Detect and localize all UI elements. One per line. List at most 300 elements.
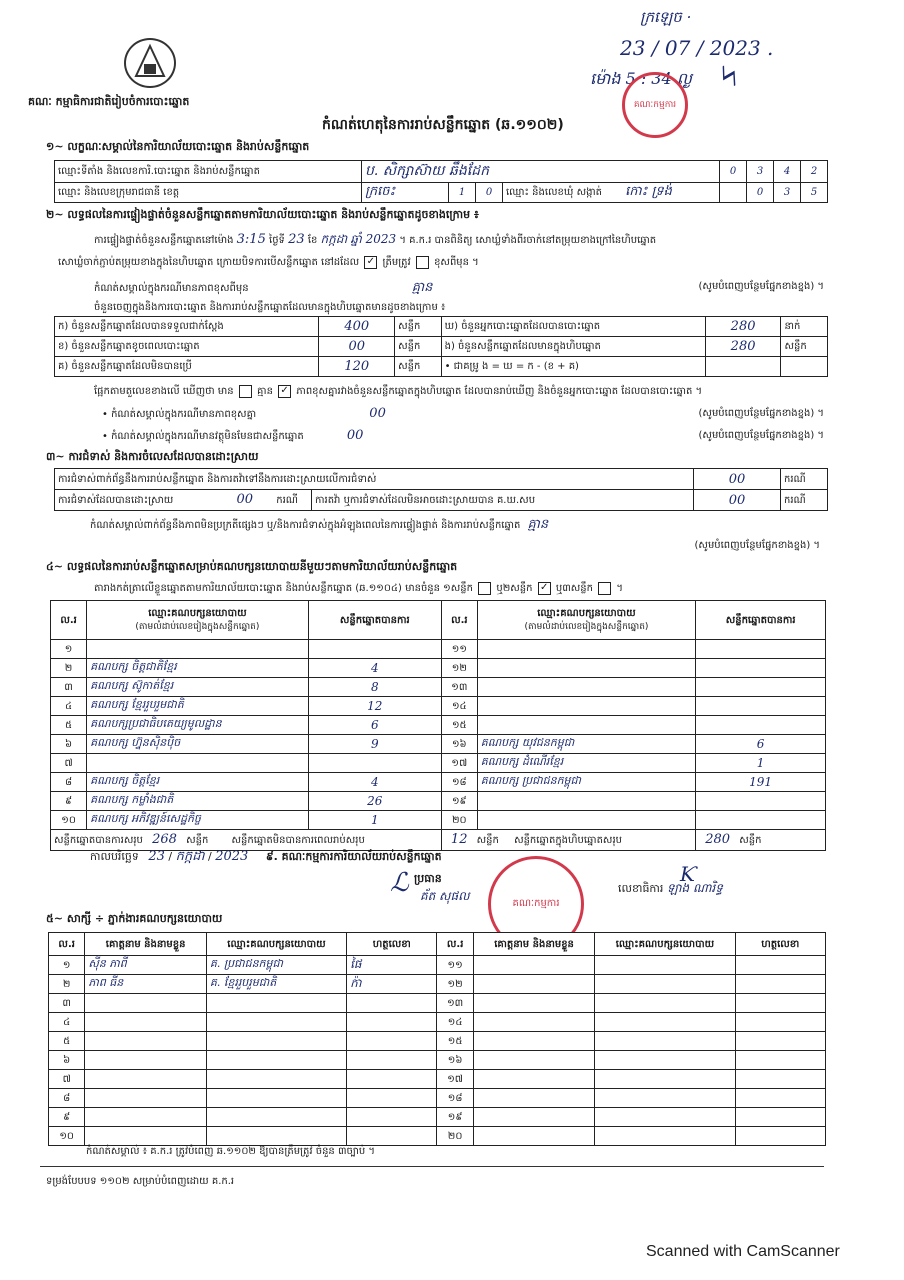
s4-row-votes: 4 xyxy=(308,659,441,678)
s4-col-votes: សន្លឹកឆ្នោតបានការ xyxy=(308,601,441,640)
s5-row-sign: ក៉ា xyxy=(347,975,437,994)
s5-row-party xyxy=(206,1127,346,1146)
s5-row-party-right xyxy=(595,1070,735,1089)
s4-row-votes xyxy=(308,640,441,659)
s5-witness-row xyxy=(49,1051,826,1070)
s5-row-party xyxy=(206,1070,346,1089)
s4-row-party: គណបក្ស ហ្វ៊ុនស៊ិនប៉ិច xyxy=(87,735,309,754)
s2-check-line xyxy=(94,384,702,399)
s5-col-party-right: ឈ្មោះគណបក្សនយោបាយ xyxy=(595,933,735,956)
s2-line3-value: គ្មាន xyxy=(411,280,433,295)
s4-row-party-right: គណបក្ស យុវជនកម្ពុជា xyxy=(477,735,696,754)
s4-row-party-right xyxy=(477,697,696,716)
s4-row-party-right xyxy=(477,792,696,811)
s5-witness-row xyxy=(49,994,826,1013)
s5-row-no-right: ១៥ xyxy=(437,1032,473,1051)
s2-right-unit xyxy=(781,357,828,377)
s5-row-sign-right xyxy=(735,1089,825,1108)
s4-row-no-right: ១៤ xyxy=(441,697,477,716)
s2-same-label: ត្រឹមត្រូវ xyxy=(382,257,411,268)
s2-note2-tail: (សូមបំពេញបន្ថែមផ្នែកខាងខ្នង) ។ xyxy=(698,430,824,441)
s4-row-votes-right: 1 xyxy=(696,754,826,773)
s1-row1-digit: 0 xyxy=(720,161,747,183)
s5-row-sign xyxy=(347,1032,437,1051)
s1-row2-digit: 1 xyxy=(449,183,476,203)
s5-row-sign: ផៃ xyxy=(347,956,437,975)
s5-row-no-right: ១៣ xyxy=(437,994,473,1013)
s4-row-party: គណបក្ស ចិត្តខ្មែរ xyxy=(87,773,309,792)
s5-row-no: ៨ xyxy=(49,1089,85,1108)
s4-row-party-right xyxy=(477,811,696,830)
s2-counts-table xyxy=(54,316,828,377)
s4-row-votes-right: 6 xyxy=(696,735,826,754)
s3-note xyxy=(90,516,548,535)
s2-note1 xyxy=(102,406,824,422)
s4-row-votes xyxy=(308,754,441,773)
s5-row-no: ៥ xyxy=(49,1032,85,1051)
s5-row-sign xyxy=(347,994,437,1013)
s4-seal-text: គណៈកម្មការ xyxy=(512,898,560,909)
s4-chair-signature: ℒ xyxy=(390,868,409,898)
s5-row-party-right xyxy=(595,975,735,994)
s1-row2-digit: 0 xyxy=(476,183,503,203)
s4-row-party-right: គណបក្ស ប្រជាជនកម្ពុជា xyxy=(477,773,696,792)
s5-row-sign xyxy=(347,1089,437,1108)
s5-row-party-right xyxy=(595,1032,735,1051)
s5-row-name-right xyxy=(473,1032,595,1051)
s4-row-votes: 26 xyxy=(308,792,441,811)
s4-intro: តារាងកត់ត្រាលើខ្លួនឆ្នោតតាមការិយាល័យបោះឆ្នោត និងរាប់សន្លឹកឆ្នោត (ឆ.១១០៤) មានចំនួន ១សន្លឹក ឬ២សន្លឹក ✓ ឬ៣សន្លឹក ។ xyxy=(94,581,623,594)
s4-row-no: ២ xyxy=(51,659,87,678)
s4-col-party-sub-right: (តាមលំដាប់លេខរៀងក្នុងសន្លឹកឆ្នោត) xyxy=(524,622,649,632)
s4-row-no-right: ១៧ xyxy=(441,754,477,773)
s4-row-party: គណបក្ស អភិវឌ្ឍន៍សេដ្ឋកិច្ច xyxy=(87,811,309,830)
s1-row2-digit: 3 xyxy=(774,183,801,203)
s4-two-sheet-checkbox[interactable]: ✓ xyxy=(538,582,551,595)
s4-chair-label: ប្រធាន xyxy=(414,872,442,885)
s5-row-name: ភាព ធីន xyxy=(85,975,207,994)
s2-left-label: ខ) ចំនួនសន្លឹកឆ្នោតខូចពេលបោះឆ្នោត xyxy=(55,337,319,357)
s4-row-votes: 8 xyxy=(308,678,441,697)
s4-row-no-right: ១២ xyxy=(441,659,477,678)
camscanner-watermark: Scanned with CamScanner xyxy=(646,1243,840,1260)
s4-row-party-right: គណបក្ស ដំណើរខ្មែរ xyxy=(477,754,696,773)
s5-col-sign: ហត្ថលេខា xyxy=(347,933,437,956)
s5-witness-table xyxy=(48,932,826,1146)
section4-heading: ៤~ លទ្ធផលនៃការរាប់សន្លឹកឆ្នោតសម្រាប់គណបក្សនយោបាយនីមួយៗតាមការិយាល័យរាប់សន្លឹកឆ្នោត xyxy=(46,560,458,573)
s5-row-sign-right xyxy=(735,956,825,975)
s4-result-row xyxy=(51,697,826,716)
s4-total-box: 280 xyxy=(705,832,731,847)
s2-left-value: 00 xyxy=(319,337,395,357)
s4-col-party-right xyxy=(477,601,696,640)
s2-left-value: 120 xyxy=(319,357,395,377)
s4-three-sheet-checkbox[interactable] xyxy=(598,582,611,595)
s5-col-name: គោត្តនាម និងនាមខ្លួន xyxy=(85,933,207,956)
s2-count-row xyxy=(55,357,828,377)
s4-unit-b: សន្លឹក xyxy=(476,835,499,846)
s5-row-party xyxy=(206,1051,346,1070)
s1-row2-value: ក្រចេះ xyxy=(362,183,449,203)
s5-row-sign-right xyxy=(735,975,825,994)
s3-note-value: គ្មាន xyxy=(527,517,549,532)
s4-row-no: ៦ xyxy=(51,735,87,754)
s5-row-name xyxy=(85,1108,207,1127)
received-seal-text: គណៈកម្មការ xyxy=(633,100,677,110)
s5-row-no-right: ១៨ xyxy=(437,1089,473,1108)
s5-row-sign xyxy=(347,1127,437,1146)
s4-row-no: ៤ xyxy=(51,697,87,716)
s5-row-sign-right xyxy=(735,1032,825,1051)
s4-row-votes-right: 191 xyxy=(696,773,826,792)
s5-footer-note: កំណត់សម្គាល់ ៖ គ.ក.រ ត្រូវបំពេញ ឆ.១១០២ ឱ្យបានត្រឹមត្រូវ ចំនួន ៣ច្បាប់ ។ xyxy=(86,1146,375,1157)
s4-row-no-right: ១៨ xyxy=(441,773,477,792)
s2-right-value xyxy=(705,357,781,377)
s4-result-row xyxy=(51,754,826,773)
s5-row-sign xyxy=(347,1070,437,1089)
form-title: កំណត់ហេតុនៃការរាប់សន្លឹកឆ្នោត (ឆ.១១០២) xyxy=(322,117,564,133)
s3-row2-mid-label: ការតវ៉ា ឬការជំទាស់ដែលមិនអាចដោះស្រាយបាន គ.ឃ.សប xyxy=(312,490,694,511)
s4-secretary-signature: Ƙ xyxy=(680,862,695,886)
section3-table xyxy=(54,468,828,511)
section1-heading: ១~ លក្ខណៈសម្គាល់នៃការិយាល័យបោះឆ្នោត និងរាប់សន្លឹកឆ្នោត xyxy=(46,140,310,153)
s4-row-votes: 4 xyxy=(308,773,441,792)
s2-line1 xyxy=(94,231,656,249)
s2-time: 3:15 xyxy=(236,232,266,247)
section1-table xyxy=(54,160,828,203)
s5-row-party xyxy=(206,1013,346,1032)
s4-opt-two: ឬ២សន្លឹក xyxy=(496,583,533,594)
s5-row-sign xyxy=(347,1013,437,1032)
s4-result-row xyxy=(51,811,826,830)
s3-note-label: កំណត់សម្គាល់ពាក់ព័ន្ធនឹងភាពមិនប្រក្រតីផ្សេងៗ ឬ/និងការជំទាស់ក្នុងអំឡុងពេលនៃការផ្ទៀងផ្ទាត់ និងការរាប់សន្លឹកឆ្នោត xyxy=(90,520,521,531)
s4-row-party-right xyxy=(477,659,696,678)
s5-row-no-right: ១៩ xyxy=(437,1108,473,1127)
s2-line4: ចំនួនចេញក្នុងនិងការបោះឆ្នោត និងការរាប់សន្លឹកឆ្នោតដែលមានក្នុងហិបឆ្នោតមានដូចខាងក្រោម ៖ xyxy=(94,302,446,313)
s4-result-row xyxy=(51,659,826,678)
s2-right-label: ឃ) ចំនួនអ្នកបោះឆ្នោតដែលបានបោះឆ្នោត xyxy=(441,317,705,337)
s4-result-row xyxy=(51,792,826,811)
s2-note1-tail: (សូមបំពេញបន្ថែមផ្នែកខាងខ្នង) ។ xyxy=(698,408,824,419)
s4-row-votes: 12 xyxy=(308,697,441,716)
s2-month: កក្កដា xyxy=(320,232,348,246)
footer-divider xyxy=(40,1166,824,1167)
s5-row-party-right xyxy=(595,1127,735,1146)
s4-row-no: ៩ xyxy=(51,792,87,811)
s2-count-row xyxy=(55,337,828,357)
s2-check-opt1: គ្មាន xyxy=(257,386,273,397)
s2-left-value: 400 xyxy=(319,317,395,337)
s5-row-party-right xyxy=(595,956,735,975)
s3-note-tail: (សូមបំពេញបន្ថែមផ្នែកខាងខ្នង) ។ xyxy=(694,540,820,551)
s2-line3-tail: (សូមបំពេញបន្ថែមផ្នែកខាងខ្នង) ។ xyxy=(698,281,824,292)
s4-row-party: គណបក្សប្រជាធិបតេយ្យមូលដ្ឋាន xyxy=(87,716,309,735)
s5-row-sign-right xyxy=(735,994,825,1013)
s5-row-no: ៧ xyxy=(49,1070,85,1089)
s4-secretary xyxy=(618,880,723,898)
s4-row-no-right: ១៥ xyxy=(441,716,477,735)
s5-row-party: គ. ប្រជាជនកម្ពុជា xyxy=(206,956,346,975)
s4-row-no: ១០ xyxy=(51,811,87,830)
s5-witness-row xyxy=(49,1089,826,1108)
s2-note2 xyxy=(102,428,824,444)
s2-diff-checkbox[interactable] xyxy=(416,256,429,269)
nec-logo xyxy=(124,38,176,88)
s5-row-no-right: ១៧ xyxy=(437,1070,473,1089)
s5-row-sign-right xyxy=(735,1013,825,1032)
s4-total-box-label: សន្លឹកឆ្នោតក្នុងហិបឆ្នោតសរុប xyxy=(514,835,622,846)
s3-row2-label xyxy=(55,490,312,511)
s5-row-no: ៦ xyxy=(49,1051,85,1070)
s5-row-sign-right xyxy=(735,1108,825,1127)
s5-row-party xyxy=(206,994,346,1013)
s4-row-party xyxy=(87,754,309,773)
s4-intro-text: តារាងកត់ត្រាលើខ្លួនឆ្នោតតាមការិយាល័យបោះឆ្នោត និងរាប់សន្លឹកឆ្នោត (ឆ.១១០៤) មានចំនួន ១សន្លឹក xyxy=(94,583,473,594)
received-signature: ϟ xyxy=(712,57,748,98)
s2-note2-value: 00 xyxy=(346,428,364,443)
s3-row2-mid-value: 00 xyxy=(694,490,781,511)
s5-row-party-right xyxy=(595,1051,735,1070)
s2-right-label: ង) ចំនួនសន្លឹកឆ្នោតដែលមានក្នុងហិបឆ្នោត xyxy=(441,337,705,357)
s4-date-year: 2023 xyxy=(215,849,249,864)
s2-right-label: • ជាគម្រូ ង = ឃ = ក - (ខ + គ) xyxy=(441,357,705,377)
s4-total-invalid-label: សន្លឹកឆ្នោតមិនបានការពេលរាប់សរុប xyxy=(231,835,365,846)
s5-row-party-right xyxy=(595,1108,735,1127)
s2-left-label: ក) ចំនួនសន្លឹកឆ្នោតដែលបានទទួលជាក់ស្តែង xyxy=(55,317,319,337)
s4-row-party: គណបក្ស ចិត្តជាតិខ្មែរ xyxy=(87,659,309,678)
s4-row-no-right: ១៩ xyxy=(441,792,477,811)
s4-total-valid-label: សន្លឹកឆ្នោតបានការសរុប xyxy=(54,835,143,846)
s4-secretary-name: ឡាង ណារិទ្ធ xyxy=(666,881,723,895)
section2-heading: ២~ លទ្ធផលនៃការផ្ទៀងផ្ទាត់ចំនួនសន្លឹកឆ្នោតតាមការិយាល័យបោះឆ្នោត និងរាប់សន្លឹកឆ្នោតដូចខាងក្រោម ៖ xyxy=(46,208,479,221)
s5-witness-row xyxy=(49,1032,826,1051)
s5-row-name xyxy=(85,1051,207,1070)
s5-row-name-right xyxy=(473,1089,595,1108)
s5-row-party-right xyxy=(595,1089,735,1108)
s4-row-party: គណបក្ស កម្លាំងជាតិ xyxy=(87,792,309,811)
s2-line1-tail: ។ គ.ក.រ បានពិនិត្យ សោឃ្លំទាំងពីរចាក់នៅតម្រុយខាងក្រៅនៃហិបឆ្នោត xyxy=(399,235,657,246)
s4-row-no: ៣ xyxy=(51,678,87,697)
s1-row2-mid-value: កោះ ទ្រង់ xyxy=(625,184,672,199)
s5-row-no: ១០ xyxy=(49,1127,85,1146)
s2-left-unit: សន្លឹក xyxy=(395,357,442,377)
s4-date-day: 23 xyxy=(148,849,165,864)
s2-check-text: ផ្អែកតាមតួលេខខាងលើ ឃើញថា មាន xyxy=(94,386,234,397)
s5-witness-row xyxy=(49,975,826,994)
committee-name: គណៈ កម្មាធិការជាតិរៀបចំការបោះឆ្នោត xyxy=(28,95,190,108)
s5-row-party xyxy=(206,1089,346,1108)
s5-row-no: ៤ xyxy=(49,1013,85,1032)
s5-row-sign xyxy=(347,1051,437,1070)
s5-row-sign-right xyxy=(735,1127,825,1146)
s4-unit-a: សន្លឹក xyxy=(186,835,209,846)
s4-row-party-right xyxy=(477,716,696,735)
s5-row-no: ១ xyxy=(49,956,85,975)
s4-total-valid: 268 xyxy=(152,832,177,847)
s4-one-sheet-checkbox[interactable] xyxy=(478,582,491,595)
s2-left-unit: សន្លឹក xyxy=(395,317,442,337)
s5-row-name-right xyxy=(473,1070,595,1089)
s5-row-party-right xyxy=(595,1013,735,1032)
s5-row-no-right: ១៤ xyxy=(437,1013,473,1032)
s2-note2-label: • កំណត់សម្គាល់ក្នុងករណីមានវត្ថុមិនមែនជាសន្លឹកឆ្នោត xyxy=(102,431,304,442)
s5-row-no-right: ១៦ xyxy=(437,1051,473,1070)
s1-row2-digit: 0 xyxy=(747,183,774,203)
s4-row-votes: 1 xyxy=(308,811,441,830)
s4-result-row xyxy=(51,773,826,792)
s4-total-box-cell xyxy=(696,830,826,851)
s5-witness-row xyxy=(49,1127,826,1146)
s5-row-name xyxy=(85,1127,207,1146)
s2-line3-label: កំណត់សម្គាល់ក្នុងករណីមានភាពខុសពីមុន xyxy=(94,283,249,294)
s5-row-name xyxy=(85,1032,207,1051)
s4-row-no: ៧ xyxy=(51,754,87,773)
s5-row-name: ស៊ីន ភាពី xyxy=(85,956,207,975)
s5-row-name-right xyxy=(473,956,595,975)
s4-unit-c: សន្លឹក xyxy=(739,835,762,846)
s5-row-no-right: ១១ xyxy=(437,956,473,975)
s4-chair-name: គ័ត សុផល xyxy=(420,889,470,903)
s4-total-invalid: 12 xyxy=(450,832,468,847)
s4-row-party: គណបក្ស ខ្មែររួបរួមជាតិ xyxy=(87,697,309,716)
s2-note1-label: • កំណត់សម្គាល់ក្នុងករណីមានភាពខុសគ្នា xyxy=(102,409,257,420)
s5-row-name-right xyxy=(473,1127,595,1146)
s5-row-name-right xyxy=(473,1108,595,1127)
received-seal xyxy=(622,72,688,138)
s2-line1-text: ការផ្ទៀងផ្ទាត់ចំនួនសន្លឹកឆ្នោតនៅម៉ោង xyxy=(94,235,234,246)
s5-row-name xyxy=(85,1070,207,1089)
s4-row-party xyxy=(87,640,309,659)
s4-row-votes: 9 xyxy=(308,735,441,754)
s2-right-unit: នាក់ xyxy=(781,317,828,337)
s4-date-label: កាលបរិច្ឆេទ xyxy=(90,850,139,863)
s2-note1-value: 00 xyxy=(369,406,386,421)
s4-row-party-right xyxy=(477,640,696,659)
s4-row-no: ៨ xyxy=(51,773,87,792)
s5-row-name-right xyxy=(473,1013,595,1032)
s4-row-no-right: ១៣ xyxy=(441,678,477,697)
received-date: 23 / 07 / 2023 . xyxy=(620,36,774,60)
s2-left-label: គ) ចំនួនសន្លឹកឆ្នោតដែលមិនបានប្រើ xyxy=(55,357,319,377)
s3-row1-unit: ករណី xyxy=(781,469,828,490)
s4-col-no: ល.រ xyxy=(51,601,87,640)
s4-col-party-sub: (តាមលំដាប់លេខរៀងក្នុងសន្លឹកឆ្នោត) xyxy=(135,622,260,632)
s2-day: 23 xyxy=(288,232,305,247)
s5-row-sign-right xyxy=(735,1070,825,1089)
s5-row-party xyxy=(206,1108,346,1127)
s3-row2-unit: ករណី xyxy=(276,495,298,506)
s4-row-party-right xyxy=(477,678,696,697)
s2-diff-label: ខុសពីមុន xyxy=(434,257,469,268)
s5-row-sign xyxy=(347,1108,437,1127)
s5-witness-row xyxy=(49,1108,826,1127)
s1-row1-value: ប. សិក្សាស៊ាយ ឆឹងដែក xyxy=(362,161,720,183)
nec-logo-icon xyxy=(126,40,174,86)
s1-row2-mid-label: ឈ្មោះ និងលេខឃុំ សង្កាត់ xyxy=(506,187,602,198)
s2-right-unit: សន្លឹក xyxy=(781,337,828,357)
s1-row1-digit: 4 xyxy=(774,161,801,183)
s4-row-votes-right xyxy=(696,697,826,716)
s4-date-month: កក្កដា xyxy=(175,849,205,864)
s4-row-votes-right xyxy=(696,659,826,678)
received-label: ក្រឡេច · xyxy=(640,8,692,26)
s5-row-name xyxy=(85,1013,207,1032)
s5-row-name-right xyxy=(473,1051,595,1070)
s2-line2-text: សោឃ្លំចាក់ភ្ជាប់តម្រុយខាងក្នុងនៃហិបឆ្នោត ក្រោយបិទការបើសន្លឹកឆ្នោត នៅដដែល xyxy=(58,257,360,268)
s4-col-no-right: ល.រ xyxy=(441,601,477,640)
s5-row-name-right xyxy=(473,975,595,994)
s1-row1-digit: 3 xyxy=(747,161,774,183)
section3-heading: ៣~ ការជំទាស់ និងការចំលេសដែលបានដោះស្រាយ xyxy=(46,450,259,463)
s4-row-votes-right xyxy=(696,678,826,697)
s3-row2-value: 00 xyxy=(236,492,254,507)
s4-row-votes-right xyxy=(696,716,826,735)
s4-row-votes-right xyxy=(696,640,826,659)
s2-check-box-none[interactable]: ✓ xyxy=(278,385,291,398)
s5-row-party xyxy=(206,1032,346,1051)
s5-row-sign-right xyxy=(735,1051,825,1070)
s3-row2-mid-unit: ករណី xyxy=(781,490,828,511)
s2-day-label: ថ្ងៃទី xyxy=(269,235,285,246)
s3-row1-value: 00 xyxy=(694,469,781,490)
s3-row1-label: ការជំទាស់ពាក់ព័ន្ធនឹងការរាប់សន្លឹកឆ្នោត និងការតវ៉ាទៅនឹងការដោះស្រាយលើការជំទាស់ xyxy=(55,469,694,490)
s4-results-table xyxy=(50,600,826,851)
s5-row-no: ៩ xyxy=(49,1108,85,1127)
s4-date-line: កាលបរិច្ឆេទ 23 / កក្កដា / 2023 ៩. គណៈកម្មការការិយាល័យរាប់សន្លឹកឆ្នោត xyxy=(90,849,442,864)
s4-opt-three: ឬ៣សន្លឹក xyxy=(555,583,593,594)
s4-col-party xyxy=(87,601,309,640)
s2-line3 xyxy=(94,279,824,298)
s4-row-votes-right xyxy=(696,792,826,811)
s4-result-row xyxy=(51,640,826,659)
s1-row2-mid xyxy=(503,183,720,203)
s2-right-value: 280 xyxy=(705,337,781,357)
s2-check-opt2: ភាពខុសគ្នារវាងចំនួនសន្លឹកឆ្នោតក្នុងហិបឆ្នោត ដែលបានរាប់ឃើញ និងចំនួនអ្នកបោះឆ្នោត ដែលបានបោះឆ្នោត ។ xyxy=(296,386,703,397)
s5-row-name-right xyxy=(473,994,595,1013)
s5-row-name xyxy=(85,994,207,1013)
s2-check-box-have[interactable] xyxy=(239,385,252,398)
s4-row-no: ៥ xyxy=(51,716,87,735)
s1-row2-label: ឈ្មោះ និងលេខក្រុមរាជធានី ខេត្ត xyxy=(55,183,362,203)
s5-col-no-right: ល.រ xyxy=(437,933,473,956)
s1-row2-digit xyxy=(720,183,747,203)
s3-row2-label-text: ការជំទាស់ដែលបានដោះស្រាយ xyxy=(58,495,174,506)
s4-result-row xyxy=(51,716,826,735)
s5-row-no-right: ១២ xyxy=(437,975,473,994)
s1-row1-digit: 2 xyxy=(801,161,828,183)
s5-row-name xyxy=(85,1089,207,1108)
s4-row-votes-right xyxy=(696,811,826,830)
s2-left-unit: សន្លឹក xyxy=(395,337,442,357)
s2-same-checkbox[interactable]: ✓ xyxy=(364,256,377,269)
s4-total-invalid-cell xyxy=(441,830,695,851)
s4-row-votes: 6 xyxy=(308,716,441,735)
s4-secretary-label: លេខាធិការ xyxy=(618,882,664,895)
s4-row-no-right: ១៦ xyxy=(441,735,477,754)
s4-row-party: គណបក្ស ស៊ូកាត់ខ្មែរ xyxy=(87,678,309,697)
s4-result-row xyxy=(51,678,826,697)
s2-right-value: 280 xyxy=(705,317,781,337)
s5-row-party: គ. ខ្មែររួបរួមជាតិ xyxy=(206,975,346,994)
s5-row-party-right xyxy=(595,994,735,1013)
s5-witness-row xyxy=(49,956,826,975)
s5-col-name-right: គោត្តនាម និងនាមខ្លួន xyxy=(473,933,595,956)
s4-row-no: ១ xyxy=(51,640,87,659)
s4-result-row xyxy=(51,735,826,754)
s4-col-party-title-right: ឈ្មោះគណបក្សនយោបាយ xyxy=(537,608,636,619)
s5-col-party: ឈ្មោះគណបក្សនយោបាយ xyxy=(206,933,346,956)
s4-row-no-right: ២០ xyxy=(441,811,477,830)
